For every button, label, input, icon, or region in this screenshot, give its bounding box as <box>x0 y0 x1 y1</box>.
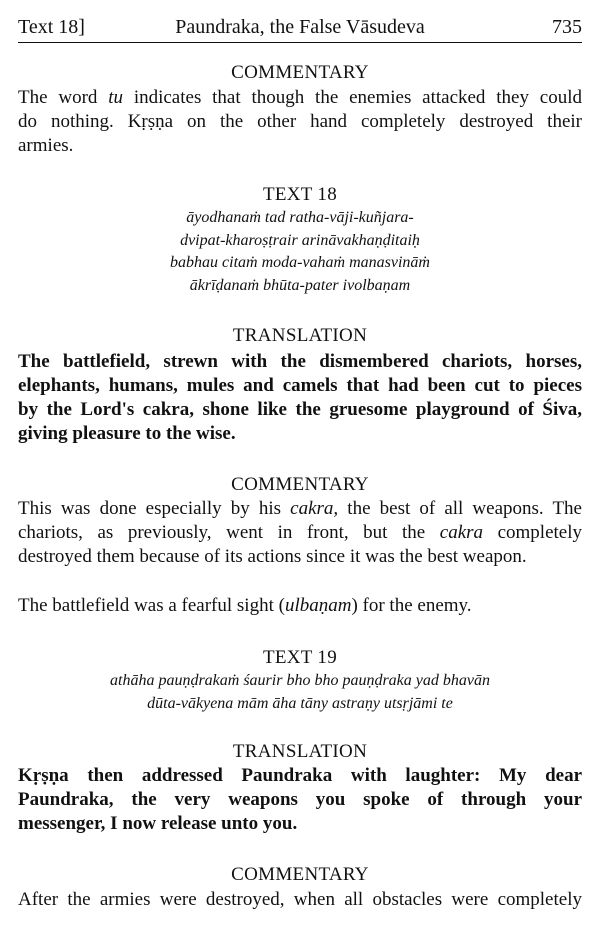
translation-1-line-3: by the Lord's cakra, shone like the gruesome playground of Śiva, <box>18 399 582 420</box>
translation-paragraph-1 <box>18 350 582 446</box>
commentary-paragraph-1 <box>18 86 582 158</box>
commentary-1-line-3: armies. <box>18 135 74 156</box>
translation-1-line-1: The battlefield, strewn with the dismembered chariots, horses, <box>18 351 582 372</box>
commentary-heading-2: COMMENTARY <box>231 474 369 495</box>
translation-heading-2: TRANSLATION <box>232 741 368 762</box>
translation-2-line-2: Paundraka, the very weapons you spoke of through your <box>18 789 582 810</box>
commentary-3-text: ) for the enemy. <box>351 595 472 616</box>
verse-19-line-2: dūta-vākyena mām āha tāny astraṇy utsṛjāmi te <box>147 694 453 712</box>
commentary-heading-3: COMMENTARY <box>231 864 369 885</box>
commentary-1-line-1: The word tu indicates that though the enemies attacked they could <box>18 87 582 108</box>
commentary-3-text: The battlefield was a fearful sight ( <box>18 595 285 616</box>
verse-18-line-4: ākrīḍanaṁ bhūta-pater ivolbaṇam <box>189 276 411 294</box>
commentary-heading-1: COMMENTARY <box>231 62 369 83</box>
translation-2-line-1: Kṛṣṇa then addressed Paundraka with laughter: My dear <box>18 765 582 786</box>
verse-heading-text-18: TEXT 18 <box>262 184 338 205</box>
commentary-3-term: ulbaṇam <box>284 595 352 616</box>
commentary-paragraph-3 <box>18 594 582 618</box>
commentary-2-line-1 <box>18 497 582 521</box>
commentary-2-text: completely <box>483 522 582 543</box>
translation-1-line-4: giving pleasure to the wise. <box>18 423 236 444</box>
commentary-paragraph-2 <box>18 497 582 569</box>
translation-2-line-3: messenger, I now release unto you. <box>18 813 298 834</box>
header-chapter-title: Paundraka, the False Vāsudeva <box>175 16 425 38</box>
translation-1-line-2: elephants, humans, mules and camels that had been cut to pieces <box>18 375 582 396</box>
verse-19-line-1: athāha pauṇḍrakaṁ śaurir bho bho pauṇḍraka yad bhavān <box>110 672 490 689</box>
translation-paragraph-2 <box>18 764 582 836</box>
verse-18-line-1: āyodhanaṁ tad ratha-vāji-kuñjara- <box>186 209 414 226</box>
verse-18-line-2: dvipat-kharoṣṭrair arināvakhaṇḍitaiḥ <box>180 231 420 249</box>
verse-heading-text-19: TEXT 19 <box>262 647 338 668</box>
verse-18-line-3: babhau citaṁ moda-vahaṁ manasvināṁ <box>170 254 430 271</box>
running-header <box>18 12 582 43</box>
commentary-1-term: tu <box>108 87 123 108</box>
commentary-2-term: cakra, <box>290 498 339 519</box>
commentary-2-text: chariots, as previously, went in front, but the <box>18 522 440 543</box>
sanskrit-verse-text-19 <box>18 670 582 715</box>
translation-heading-1: TRANSLATION <box>232 325 368 346</box>
commentary-3-line-1 <box>18 594 582 618</box>
commentary-2-line-3: destroyed them because of its actions since it was the best weapon. <box>18 546 527 567</box>
commentary-paragraph-4 <box>18 888 582 912</box>
sanskrit-verse-text-18 <box>18 207 582 297</box>
commentary-1-line-2: do nothing. Kṛṣṇa on the other hand completely destroyed their <box>18 111 582 132</box>
commentary-2-text: This was done especially by his <box>18 498 291 519</box>
commentary-2-line-2 <box>18 521 582 545</box>
commentary-2-text: the best of all weapons. The <box>338 498 582 519</box>
commentary-4-line-1: After the armies were destroyed, when all obstacles were completely <box>18 889 582 910</box>
commentary-2-term: cakra <box>439 522 484 543</box>
page-number: 735 <box>552 16 582 38</box>
header-section-label: Text 18] <box>18 16 85 38</box>
